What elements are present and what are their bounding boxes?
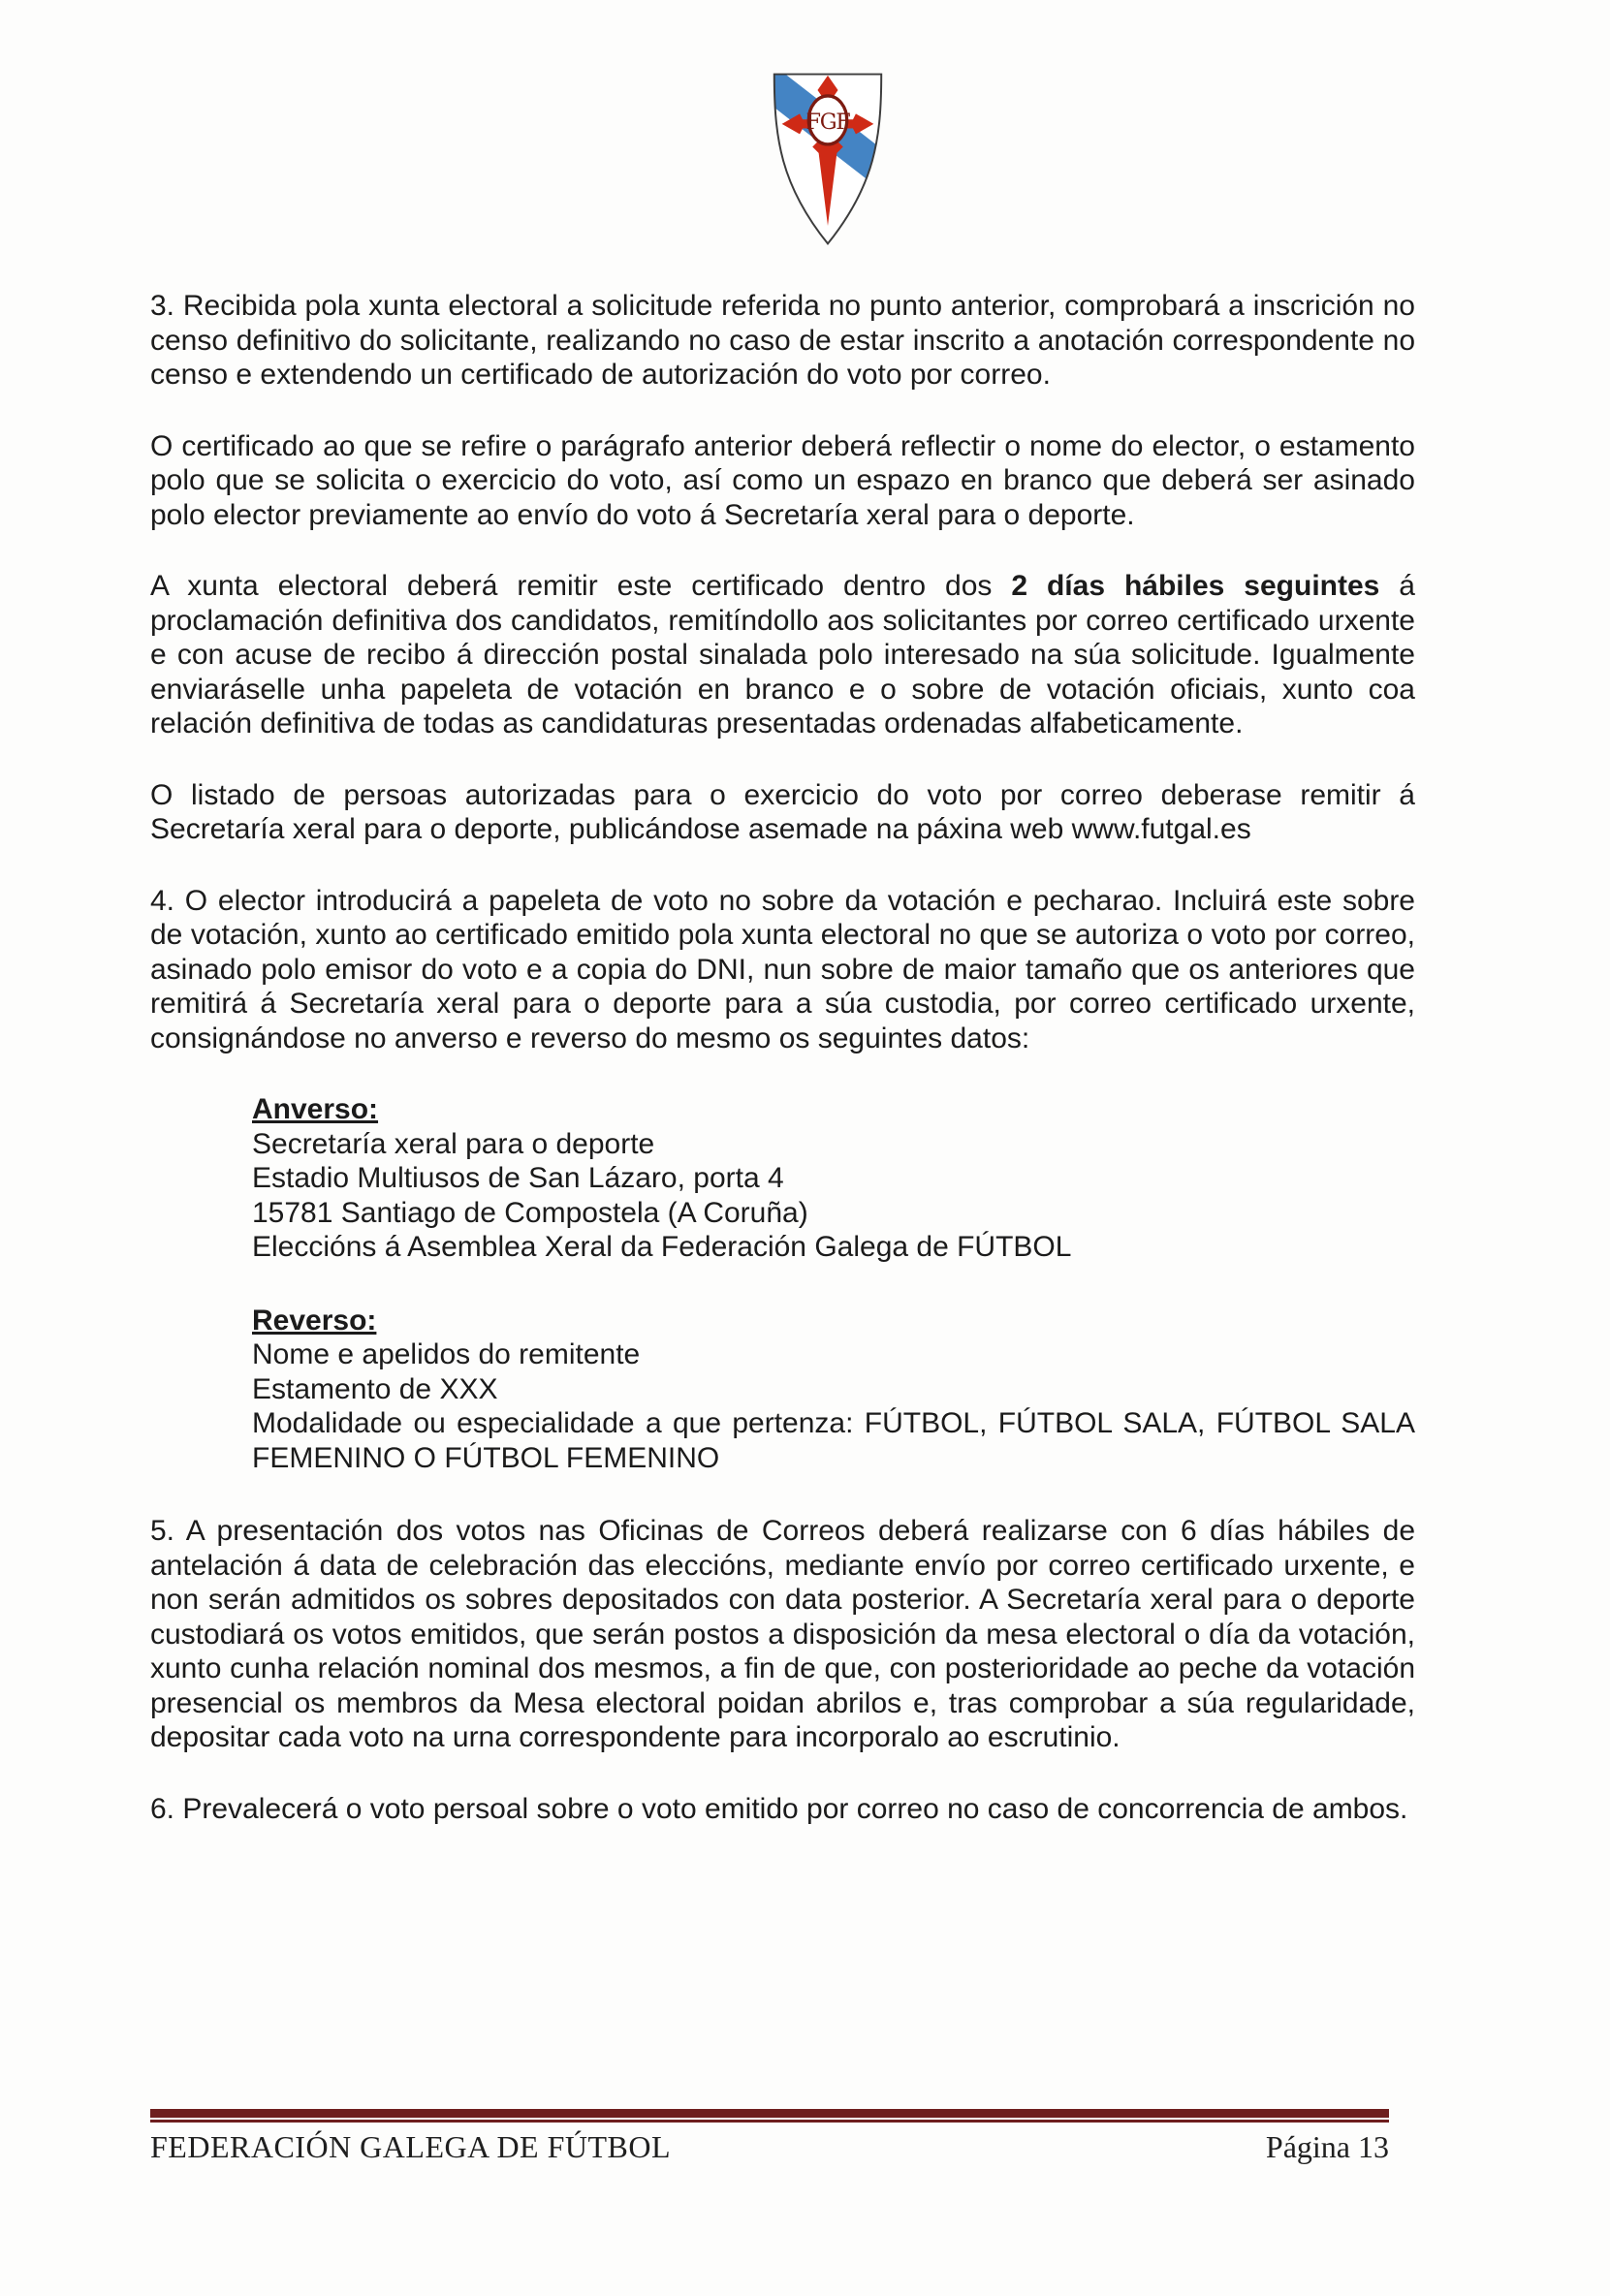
footer-row xyxy=(150,2129,1389,2165)
footer-rule-thin-line xyxy=(150,2120,1389,2123)
document-body xyxy=(150,289,1415,1863)
footer-rule xyxy=(150,2109,1389,2123)
anverso-heading: Anverso: xyxy=(252,1093,379,1125)
paragraph-xunta-electoral xyxy=(150,569,1415,741)
anverso-line-recipient: Secretaría xeral para o deporte xyxy=(252,1127,655,1160)
xunta-bold-deadline: 2 días hábiles seguintes xyxy=(1011,570,1380,602)
reverso-line-estamento: Estamento de XXX xyxy=(252,1372,498,1405)
reverso-heading: Reverso: xyxy=(252,1304,377,1337)
xunta-text-end: á proclamación definitiva dos candidatos, remitíndollo aos solicitantes por correo certificado urxente e con acuse de recibo á dirección postal sinalada polo interesado na súa solicitude. Igualmente enviaráselle unha papeleta de votación en branco e o sobre de votación oficiais, xunto coa relación definitiva de todas as candidaturas presentadas ordenadas alfabeticamente. xyxy=(150,570,1415,739)
paragraph-listado: O listado de persoas autorizadas para o exercicio do voto por correo deberase remitir á Secretaría xeral para o deporte, publicándose asemade na páxina web www.futgal.es xyxy=(150,778,1415,845)
reverso-block xyxy=(252,1304,1415,1476)
xunta-text-start: A xunta electoral deberá remitir este certificado dentro dos xyxy=(150,570,1012,602)
paragraph-6: 6. Prevalecerá o voto persoal sobre o voto emitido por correo no caso de concorrencia de ambos. xyxy=(150,1792,1408,1825)
paragraph-5: 5. A presentación dos votos nas Oficinas de Correos deberá realizarse con 6 días hábiles de antelación á data de celebración das eleccións, mediante envío por correo certificado urxente, e non serán admitidos os sobres depositados con data posterior. A Secretaría xeral para o deporte custodiará os votos emitidos, que serán postos a disposición da mesa electoral o día da votación, xunto cunha relación nominal dos mesmos, a fin de que, con posterioridade ao peche da votación presencial os membros da Mesa electoral poidan abrilos e, tras comprobar a súa regularidade, depositar cada voto na urna correspondente para incorporalo ao escrutinio. xyxy=(150,1515,1415,1753)
fgf-crest-logo xyxy=(764,68,892,250)
paragraph-4: 4. O elector introducirá a papeleta de voto no sobre da votación e pecharao. Incluirá este sobre de votación, xunto ao certificado emitido pola xunta electoral no que se autoriza o voto por correo, asinado polo emisor do voto e a copia do DNI, nun sobre de maior tamaño que os anteriores que remitirá á Secretaría xeral para o deporte para a súa custodia, por correo certificado urxente, consignándose no anverso e reverso do mesmo os seguintes datos: xyxy=(150,884,1415,1054)
reverso-line-modalidade: Modalidade ou especialidade a que pertenza: FÚTBOL, FÚTBOL SALA, FÚTBOL SALA FEMENINO O FÚTBOL FEMENINO xyxy=(252,1407,1415,1474)
paragraph-certificado: O certificado ao que se refire o parágrafo anterior deberá reflectir o nome do elector, o estamento polo que se solicita o exercicio do voto, así como un espazo en branco que deberá ser asinado polo elector previamente ao envío do voto á Secretaría xeral para o deporte. xyxy=(150,429,1415,531)
anverso-line-elections: Eleccións á Asemblea Xeral da Federación Galega de FÚTBOL xyxy=(252,1231,1072,1263)
logo-monogram: FGF xyxy=(805,110,850,136)
footer-rule-thick-bar xyxy=(150,2109,1389,2118)
footer-organization: FEDERACIÓN GALEGA DE FÚTBOL xyxy=(150,2129,672,2164)
page-footer xyxy=(150,2109,1389,2165)
footer-page-number: Página 13 xyxy=(1265,2129,1389,2164)
paragraph-3: 3. Recibida pola xunta electoral a solicitude referida no punto anterior, comprobará a inscrición no censo definitivo do solicitante, realizando no caso de estar inscrito a anotación correspondente no censo e extendendo un certificado de autorización do voto por correo. xyxy=(150,290,1415,391)
anverso-block xyxy=(252,1092,1415,1265)
anverso-line-city: 15781 Santiago de Compostela (A Coruña) xyxy=(252,1196,808,1229)
anverso-line-address: Estadio Multiusos de San Lázaro, porta 4 xyxy=(252,1162,784,1194)
reverso-line-name: Nome e apelidos do remitente xyxy=(252,1338,641,1370)
